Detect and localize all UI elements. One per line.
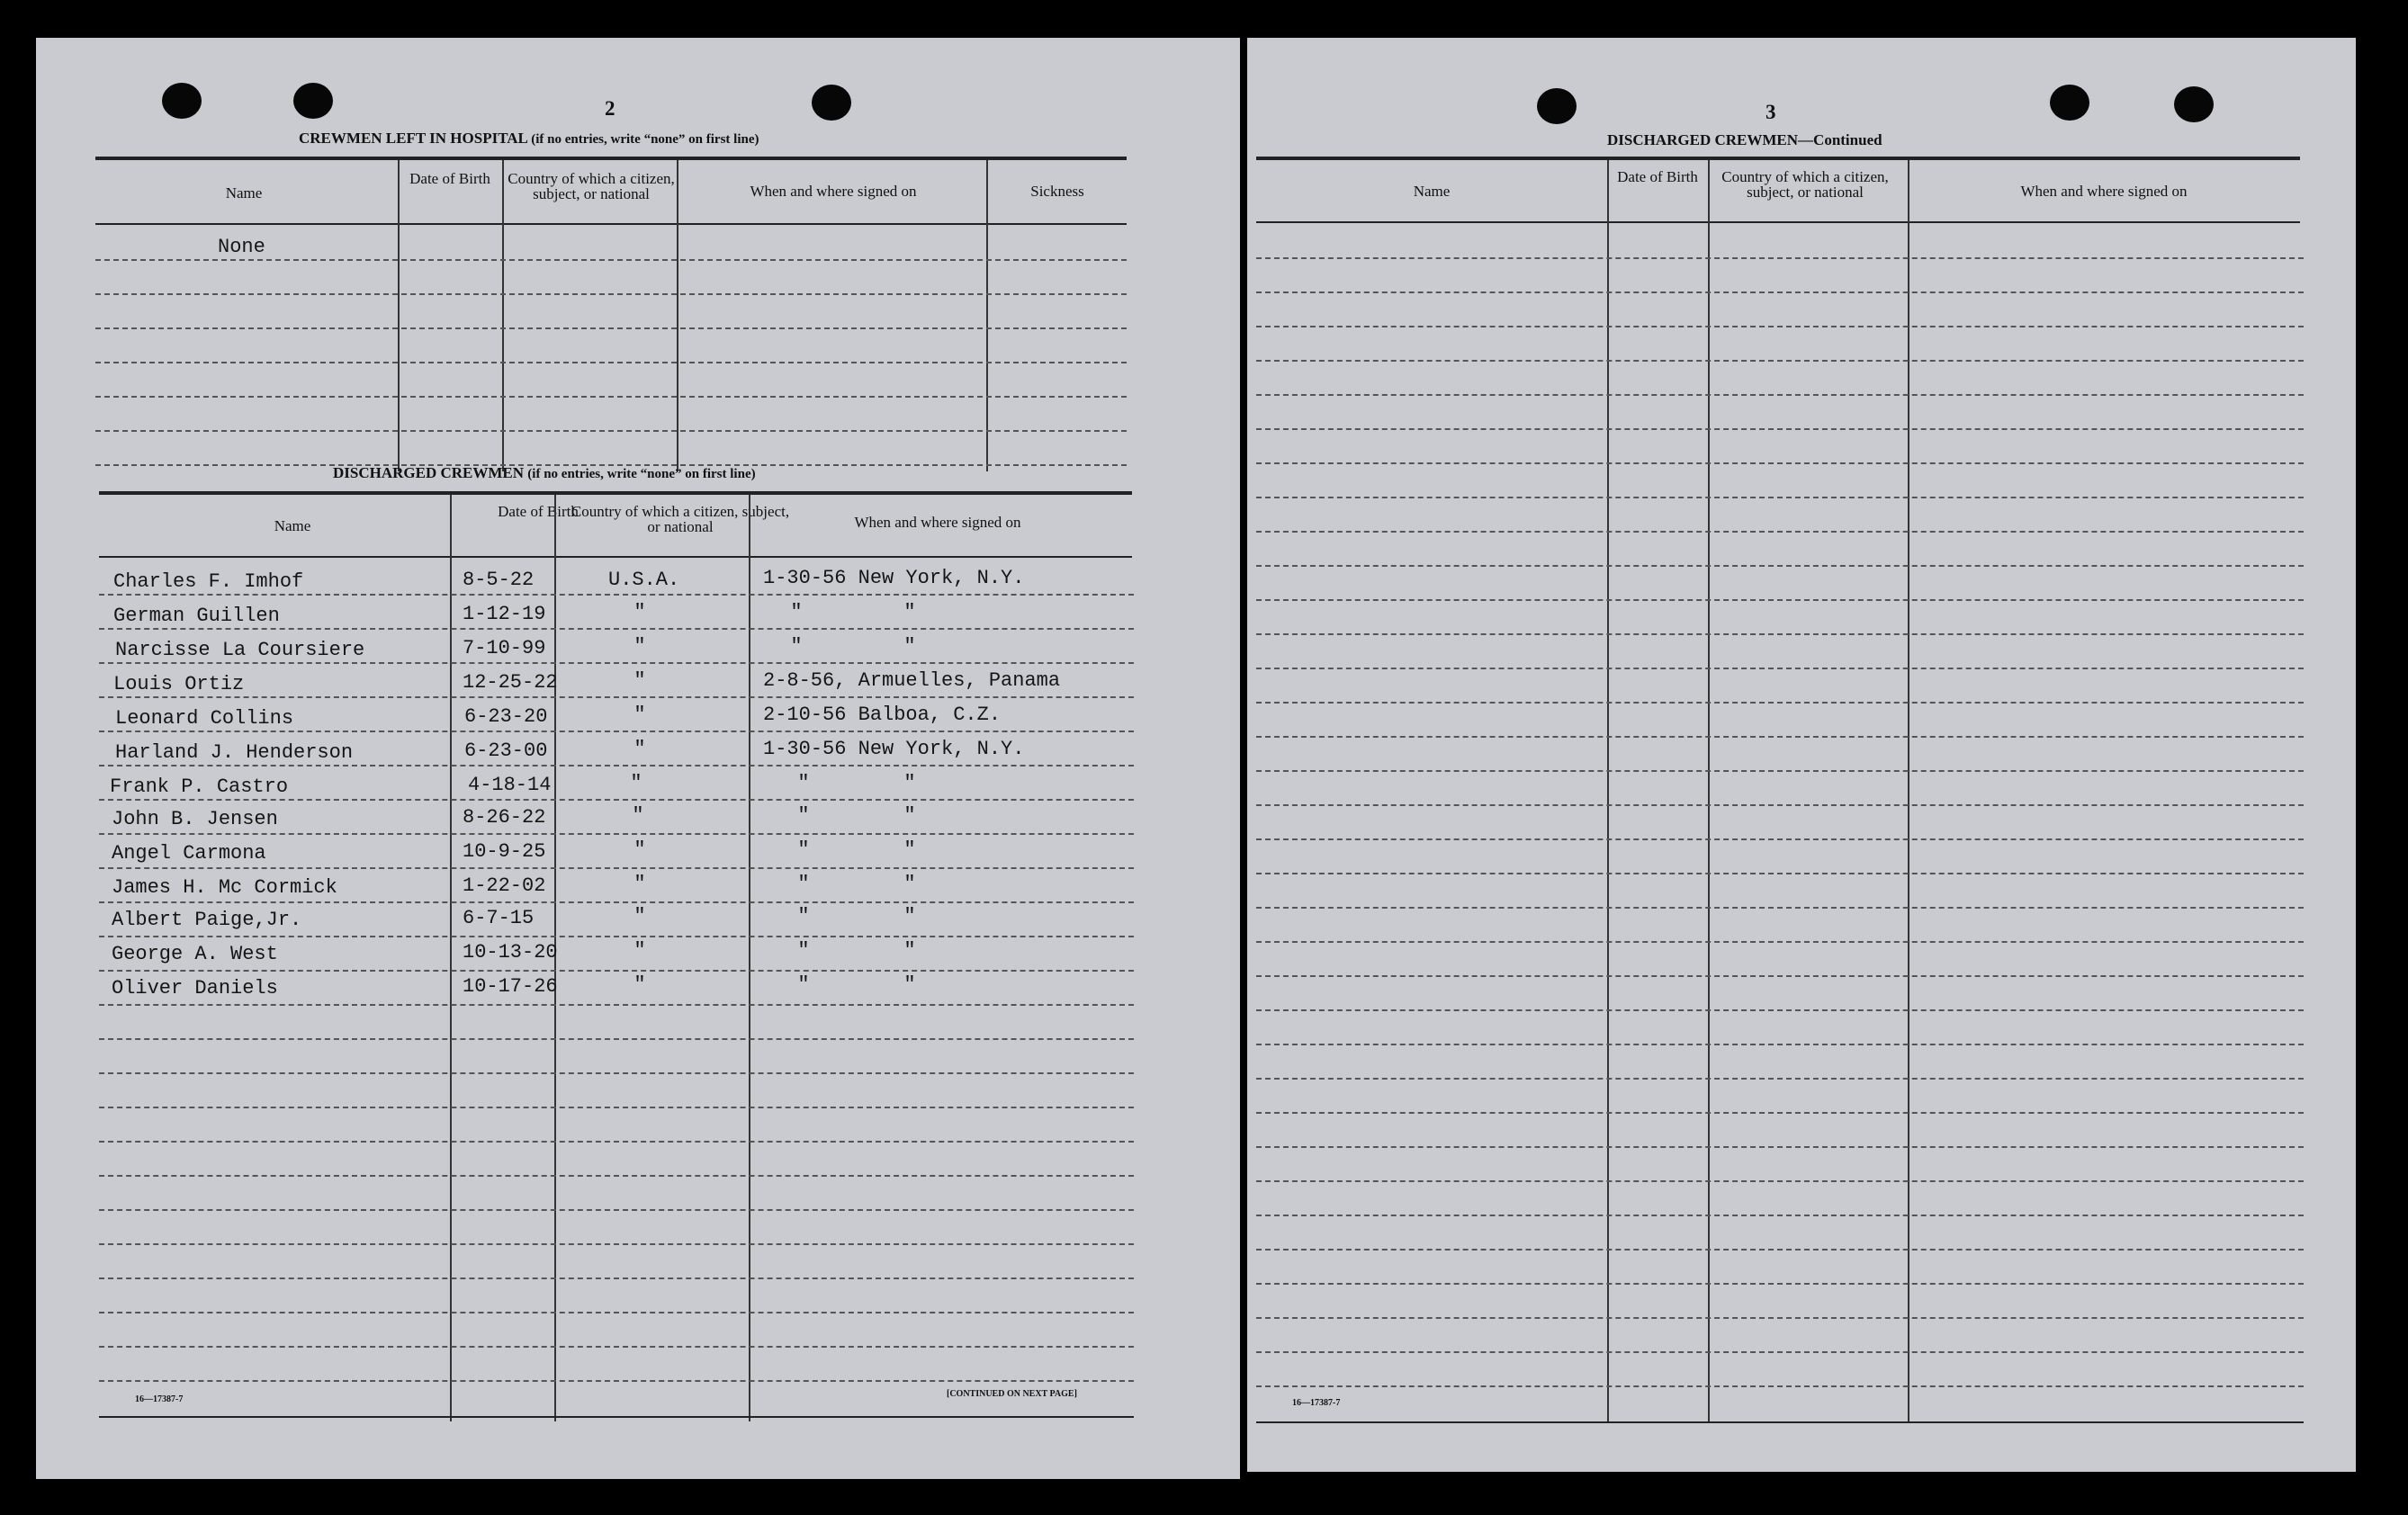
bottom-rule (99, 1416, 1134, 1418)
crew-country: " (633, 973, 646, 996)
crew-dob: 8-5-22 (463, 569, 535, 591)
row-line (1256, 497, 2304, 498)
crew-signed-place: " (903, 601, 916, 623)
row-line (99, 731, 1134, 732)
discharged-header-dob: Date of Birth (498, 503, 579, 520)
page-number: 2 (605, 97, 615, 120)
crew-country: " (632, 804, 644, 827)
header-rule (95, 223, 1127, 225)
discharged-section-title: DISCHARGED CREWMEN (if no entries, write “none” on first line) (333, 464, 756, 481)
row-line (95, 327, 1127, 329)
crew-dob: 6-7-15 (463, 907, 535, 929)
punch-hole (2174, 86, 2214, 122)
crew-name: Angel Carmona (112, 842, 266, 865)
hospital-header-dob: Date of Birth (409, 170, 490, 187)
row-line (99, 1038, 1134, 1040)
crew-name: German Guillen (113, 605, 280, 627)
row-line (1256, 1385, 2304, 1387)
row-line (1256, 394, 2304, 396)
form-number: 16—17387-7 (135, 1394, 184, 1404)
crew-signed-on: " (797, 973, 810, 996)
row-line (99, 696, 1134, 698)
crew-dob: 10-13-20 (463, 941, 558, 964)
crew-country: " (633, 939, 646, 962)
row-line (99, 765, 1134, 766)
row-line (1256, 907, 2304, 909)
right-page (1247, 38, 2356, 1472)
crew-dob: 4-18-14 (468, 774, 552, 796)
crew-signed-on: " (797, 838, 810, 861)
punch-hole (293, 83, 333, 119)
header-name: Name (1413, 183, 1451, 200)
continued-note: [CONTINUED ON NEXT PAGE] (947, 1389, 1077, 1399)
row-line (1256, 1351, 2304, 1353)
row-line (1256, 1009, 2304, 1011)
row-line (99, 1380, 1134, 1382)
row-line (1256, 462, 2304, 464)
row-line (1256, 770, 2304, 772)
row-line (1256, 599, 2304, 601)
crew-name: Charles F. Imhof (113, 570, 304, 593)
row-line (99, 1141, 1134, 1143)
crew-signed-on: " (790, 601, 803, 623)
crew-signed-place: " (903, 973, 916, 996)
row-line (99, 936, 1134, 937)
row-line (1256, 804, 2304, 806)
row-line (99, 970, 1134, 972)
hospital-section-title: CREWMEN LEFT IN HOSPITAL (if no entries, write “none” on first line) (299, 130, 759, 147)
crew-name: George A. West (112, 943, 278, 965)
punch-hole (1537, 88, 1577, 124)
left-page (36, 38, 1240, 1479)
crew-signed-on: 2-8-56, Armuelles, Panama (763, 669, 1061, 692)
column-divider (1908, 160, 1909, 1423)
header-dob: Date of Birth (1617, 168, 1698, 185)
row-line (1256, 736, 2304, 738)
crew-country: " (630, 772, 642, 794)
row-line (1256, 1249, 2304, 1251)
crew-signed-on: 2-10-56 Balboa, C.Z. (763, 704, 1002, 726)
crew-signed-place: " (903, 939, 916, 962)
row-line (1256, 257, 2304, 259)
punch-hole (162, 83, 202, 119)
hospital-header-country: Country of which a citizen, subject, or national (508, 170, 675, 202)
crew-dob: 6-23-20 (464, 705, 548, 728)
crew-country: " (633, 873, 646, 895)
crew-dob: 1-22-02 (463, 874, 546, 897)
header-country: Country of which a citizen, subject, or national (1721, 168, 1889, 201)
top-rule (95, 157, 1127, 160)
row-line (99, 1312, 1134, 1313)
row-line (1256, 1112, 2304, 1114)
discharged-header-country: Country of which a citizen, subject, or national (571, 503, 790, 535)
column-divider (450, 495, 452, 1421)
crew-dob: 10-17-26 (463, 975, 558, 998)
crew-signed-place: " (903, 838, 916, 861)
crew-signed-on: 1-30-56 New York, N.Y. (763, 567, 1025, 589)
punch-hole (812, 85, 851, 121)
row-line (1256, 360, 2304, 362)
crew-signed-on: " (797, 772, 810, 794)
header-signed: When and where signed on (2020, 183, 2188, 200)
column-divider (502, 160, 504, 471)
row-line (1256, 975, 2304, 977)
crew-country: " (633, 905, 646, 928)
row-line (99, 1243, 1134, 1245)
row-line (1256, 531, 2304, 533)
crew-country: " (633, 601, 646, 623)
crew-dob: 12-25-22 (463, 671, 558, 694)
crew-signed-place: " (903, 635, 916, 658)
row-line (1256, 1215, 2304, 1216)
crew-name: Narcisse La Coursiere (115, 639, 365, 661)
crew-name: James H. Mc Cormick (112, 876, 337, 899)
row-line (1256, 1180, 2304, 1182)
row-line (1256, 1078, 2304, 1080)
top-rule (1256, 157, 2300, 160)
header-rule (99, 556, 1132, 558)
row-line (99, 799, 1134, 801)
crew-country: " (633, 635, 646, 658)
row-line (1256, 633, 2304, 635)
row-line (99, 867, 1134, 869)
discharged-header-name: Name (274, 517, 311, 534)
hospital-none-entry: None (218, 236, 265, 258)
row-line (1256, 1146, 2304, 1148)
crew-signed-place: " (903, 873, 916, 895)
crew-name: John B. Jensen (112, 808, 278, 830)
row-line (95, 259, 1127, 261)
row-line (95, 293, 1127, 295)
column-divider (986, 160, 988, 471)
discharged-header-signed: When and where signed on (854, 514, 1021, 531)
row-line (1256, 668, 2304, 669)
crew-signed-place: " (903, 804, 916, 827)
row-line (1256, 1317, 2304, 1319)
row-line (99, 1175, 1134, 1177)
crew-country: " (633, 704, 646, 726)
row-line (1256, 428, 2304, 430)
row-line (99, 628, 1134, 630)
row-line (99, 662, 1134, 664)
column-divider (1708, 160, 1710, 1423)
crew-country: U.S.A. (608, 569, 680, 591)
crew-dob: 6-23-00 (464, 740, 548, 762)
row-line (99, 594, 1134, 596)
punch-hole (2050, 85, 2089, 121)
header-rule (1256, 221, 2300, 223)
crew-name: Leonard Collins (115, 707, 294, 730)
hospital-header-sickness: Sickness (1030, 183, 1084, 200)
crew-name: Oliver Daniels (112, 977, 278, 1000)
crew-dob: 1-12-19 (463, 603, 546, 625)
column-divider (749, 495, 750, 1421)
row-line (1256, 565, 2304, 567)
crew-country: " (633, 838, 646, 861)
crew-signed-on: " (797, 873, 810, 895)
crew-signed-on: " (797, 905, 810, 928)
row-line (1256, 1283, 2304, 1285)
row-line (95, 396, 1127, 398)
crew-signed-place: " (903, 772, 916, 794)
hospital-header-name: Name (225, 184, 263, 202)
row-line (99, 1004, 1134, 1006)
row-line (99, 1107, 1134, 1108)
row-line (99, 1209, 1134, 1211)
crew-dob: 7-10-99 (463, 637, 546, 659)
crew-signed-on: " (790, 635, 803, 658)
row-line (1256, 1044, 2304, 1045)
row-line (99, 833, 1134, 835)
bottom-rule (1256, 1421, 2304, 1423)
top-rule (99, 491, 1132, 495)
crew-signed-on: " (797, 804, 810, 827)
page-number: 3 (1766, 101, 1776, 123)
crew-dob: 10-9-25 (463, 840, 546, 863)
crew-name: Frank P. Castro (110, 775, 289, 798)
row-line (1256, 838, 2304, 840)
crew-signed-on: " (797, 939, 810, 962)
discharged-continued-title: DISCHARGED CREWMEN—Continued (1607, 131, 1882, 148)
column-divider (1607, 160, 1609, 1423)
row-line (99, 1072, 1134, 1074)
row-line (99, 1277, 1134, 1279)
crew-dob: 8-26-22 (463, 806, 546, 829)
column-divider (398, 160, 400, 471)
crew-country: " (633, 738, 646, 760)
row-line (1256, 873, 2304, 874)
row-line (95, 362, 1127, 363)
row-line (99, 1346, 1134, 1348)
row-line (95, 430, 1127, 432)
row-line (1256, 702, 2304, 704)
row-line (1256, 941, 2304, 943)
crew-name: Louis Ortiz (113, 673, 245, 695)
row-line (1256, 326, 2304, 327)
crew-name: Albert Paige,Jr. (112, 909, 302, 931)
crew-name: Harland J. Henderson (115, 741, 354, 764)
row-line (1256, 291, 2304, 293)
form-number: 16—17387-7 (1292, 1398, 1341, 1408)
crew-signed-place: " (903, 905, 916, 928)
hospital-header-signed: When and where signed on (750, 183, 917, 200)
row-line (99, 901, 1134, 903)
column-divider (677, 160, 678, 471)
crew-country: " (633, 669, 646, 692)
crew-signed-on: 1-30-56 New York, N.Y. (763, 738, 1025, 760)
